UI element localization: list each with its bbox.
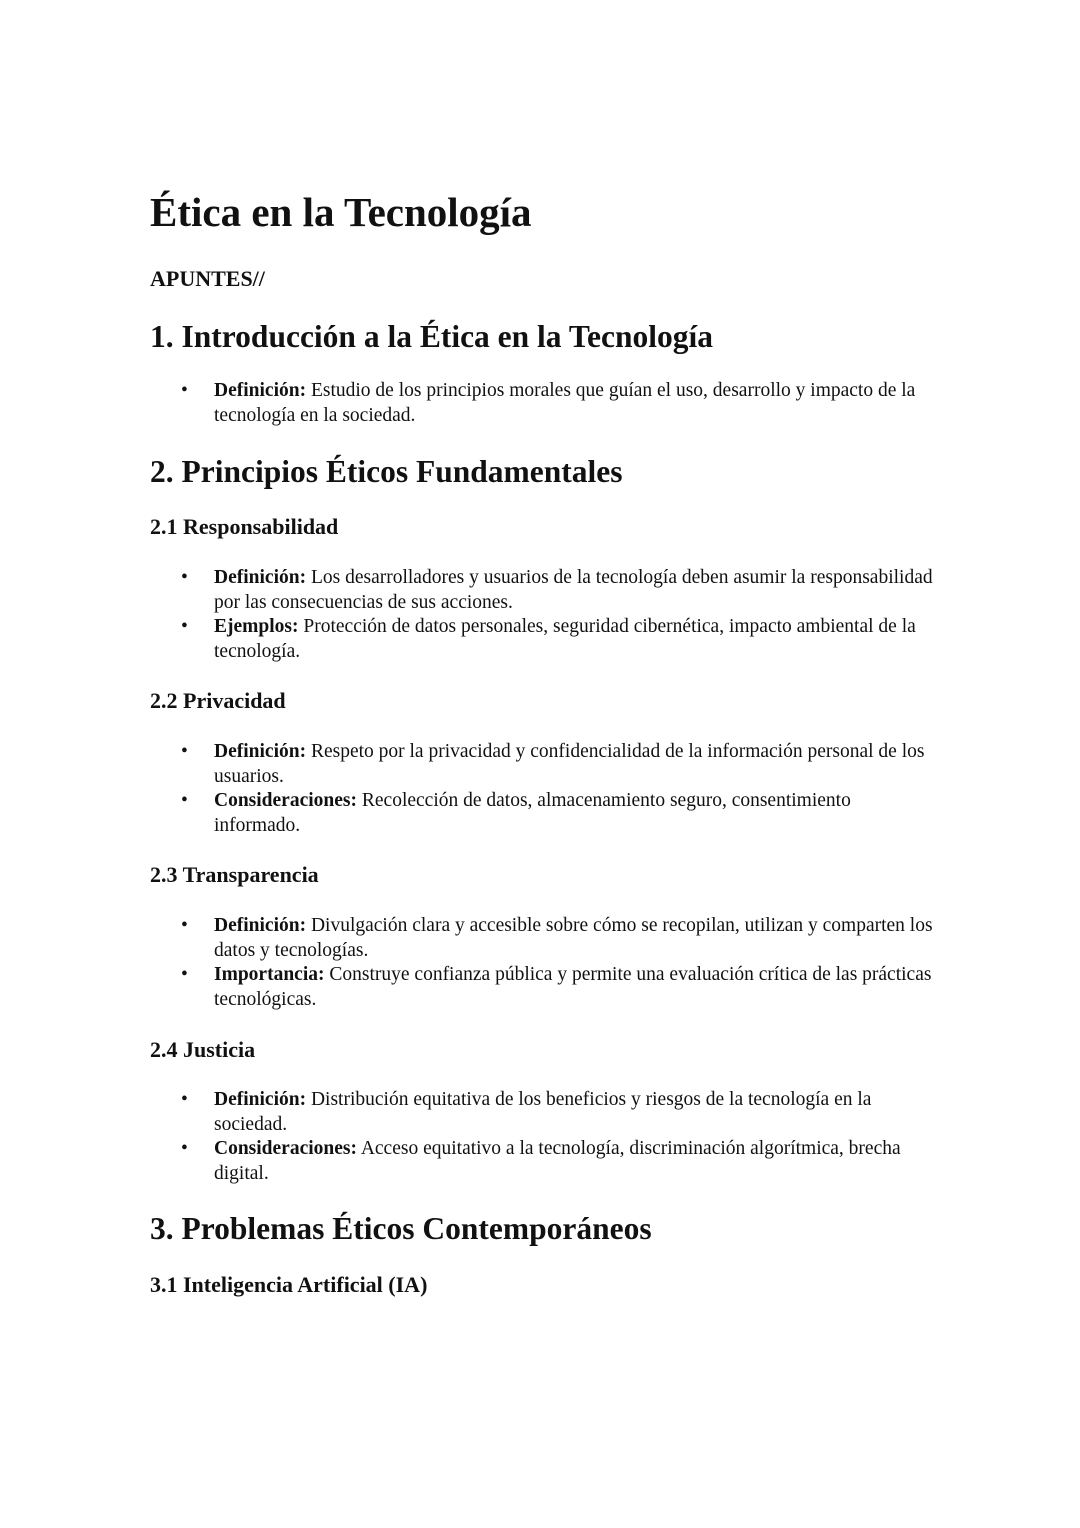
bullet-icon: •	[181, 380, 188, 401]
item-text: Divulgación clara y accesible sobre cómo se recopilan, utilizan y comparten los datos y tecnologías.	[214, 915, 933, 961]
subsection-2-4-list	[150, 1088, 940, 1186]
item-term: Importancia:	[214, 964, 325, 985]
bullet-icon: •	[181, 567, 188, 588]
section-3-heading: 3. Problemas Éticos Contemporáneos	[150, 1211, 652, 1246]
list-item	[150, 379, 940, 428]
item-term: Definición:	[214, 1089, 307, 1110]
item-text: Recolección de datos, almacenamiento seguro, consentimiento informado.	[214, 790, 851, 836]
item-term: Definición:	[214, 567, 307, 588]
bullet-icon: •	[181, 741, 188, 762]
item-text: Distribución equitativa de los beneficios y riesgos de la tecnología en la sociedad.	[214, 1089, 872, 1135]
item-text: Acceso equitativo a la tecnología, discriminación algorítmica, brecha digital.	[214, 1138, 901, 1184]
list-item	[150, 566, 940, 615]
list-item	[150, 963, 940, 1012]
section-1-heading: 1. Introducción a la Ética en la Tecnología	[150, 319, 713, 354]
item-text: Respeto por la privacidad y confidencialidad de la información personal de los usuarios.	[214, 741, 925, 787]
item-term: Consideraciones:	[214, 790, 357, 811]
item-text: Estudio de los principios morales que guían el uso, desarrollo y impacto de la tecnología en la sociedad.	[214, 380, 916, 426]
subsection-2-4-heading: 2.4 Justicia	[150, 1037, 256, 1062]
item-term: Definición:	[214, 741, 307, 762]
list-item	[150, 615, 940, 664]
list-item	[150, 740, 940, 789]
subsection-2-3-list	[150, 914, 940, 1012]
item-term: Definición:	[214, 380, 307, 401]
bullet-icon: •	[181, 790, 188, 811]
item-text: Construye confianza pública y permite una evaluación crítica de las prácticas tecnológicas.	[214, 964, 932, 1010]
item-term: Consideraciones:	[214, 1138, 357, 1159]
item-text: Protección de datos personales, seguridad cibernética, impacto ambiental de la tecnología.	[214, 616, 916, 662]
item-term: Definición:	[214, 915, 307, 936]
bullet-icon: •	[181, 964, 188, 985]
subsection-2-1-list	[150, 566, 940, 664]
notes-label: APUNTES//	[150, 266, 265, 291]
section-1-list	[150, 379, 940, 428]
bullet-icon: •	[181, 1138, 188, 1159]
item-term: Ejemplos:	[214, 616, 299, 637]
subsection-3-1-heading: 3.1 Inteligencia Artificial (IA)	[150, 1272, 428, 1297]
subsection-2-2-heading: 2.2 Privacidad	[150, 688, 286, 713]
bullet-icon: •	[181, 1089, 188, 1110]
subsection-2-2-list	[150, 740, 940, 838]
item-text: Los desarrolladores y usuarios de la tecnología deben asumir la responsabilidad por las consecuencias de sus acciones.	[214, 567, 933, 613]
list-item	[150, 914, 940, 963]
bullet-icon: •	[181, 915, 188, 936]
subsection-2-1-heading: 2.1 Responsabilidad	[150, 514, 339, 539]
subsection-2-3-heading: 2.3 Transparencia	[150, 862, 319, 887]
list-item	[150, 789, 940, 838]
bullet-icon: •	[181, 616, 188, 637]
list-item	[150, 1137, 940, 1186]
list-item	[150, 1088, 940, 1137]
section-2-heading: 2. Principios Éticos Fundamentales	[150, 454, 623, 489]
document-title: Ética en la Tecnología	[150, 189, 532, 235]
